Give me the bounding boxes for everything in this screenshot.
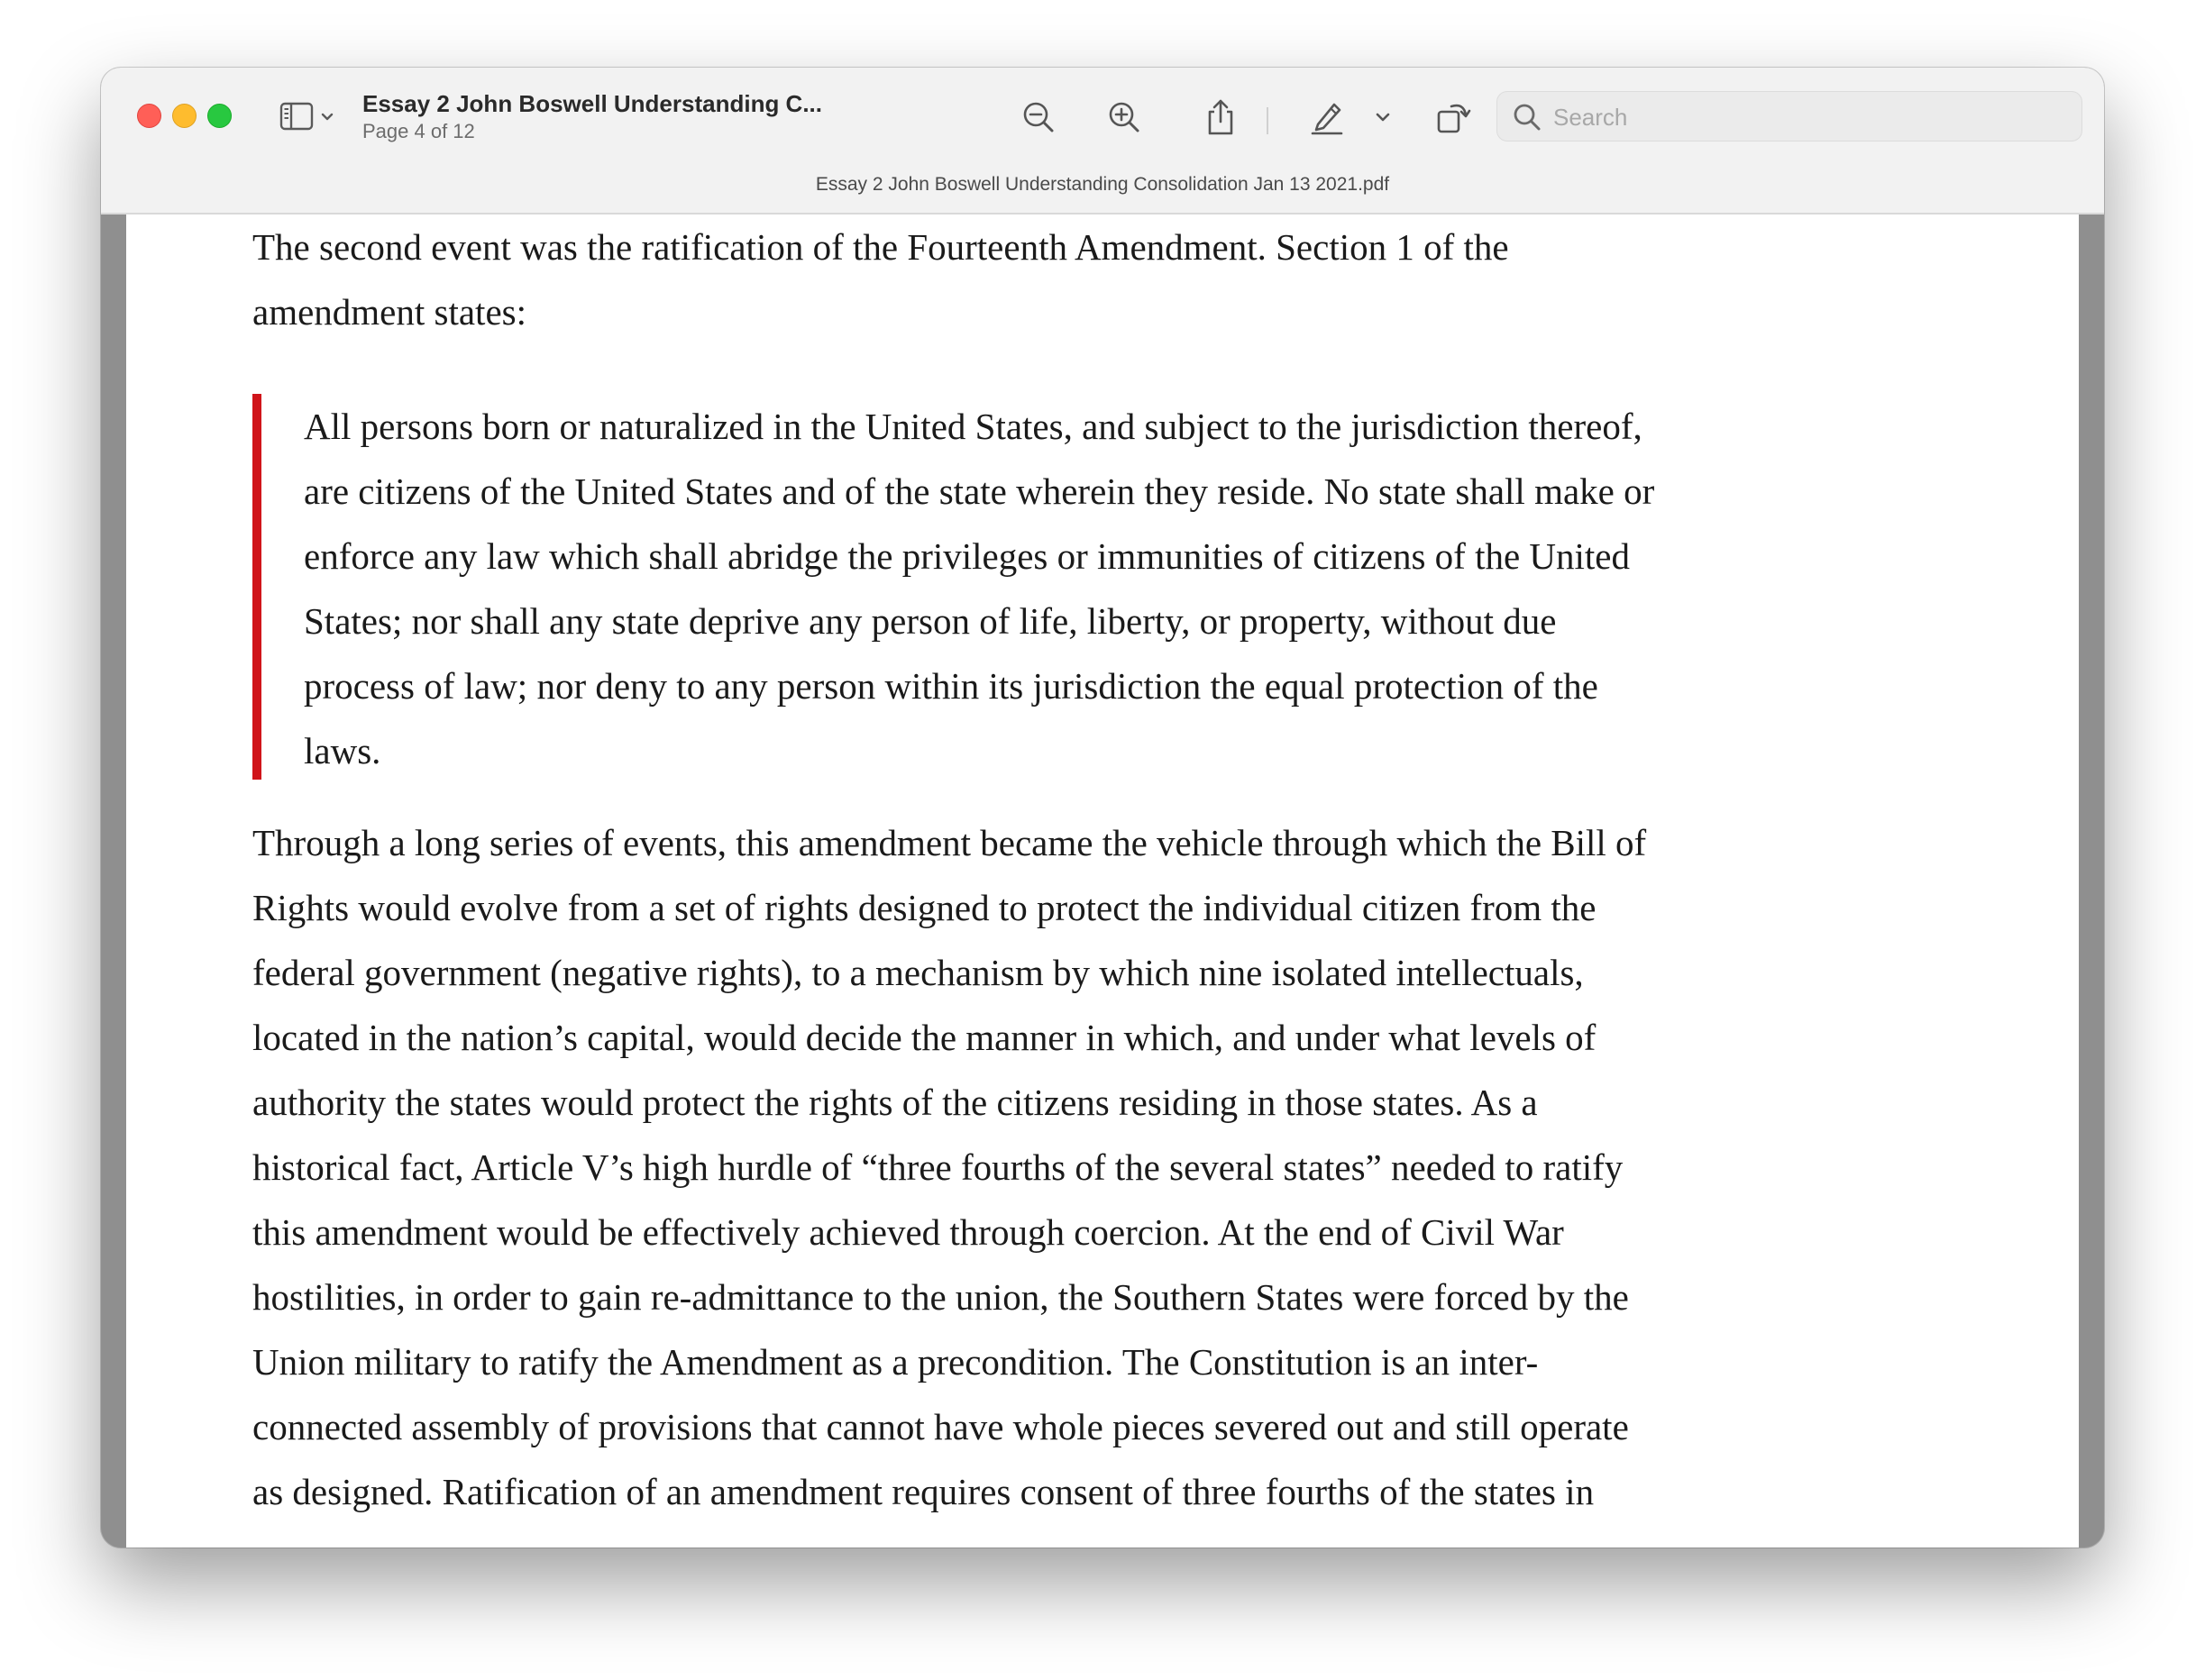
titlebar [101,68,2104,215]
preview-window [101,68,2104,1548]
blockquote-bar [252,394,261,780]
search-field[interactable] [1496,91,2082,142]
share-button[interactable] [1198,95,1243,140]
paragraph-body: Through a long series of events, this amendment became the vehicle through which the Bill of Rights would evolve from a set of rights designed to protect the individual citizen from the federal government (negative rights), to a mechanism by which nine isolated intellectuals, located in the nation’s capital, would decide the manner in which, and under what levels of authority the states would protect the rights of the citizens residing in those states. As a historical fact, Article V’s high hurdle of “three fourths of the several states” needed to ratify this amendment would be effectively achieved through coercion. At the end of Civil War hostilities, in order to gain re-admittance to the union, the Southern States were forced by the Union military to ratify the Amendment as a precondition. The Constitution is an inter- connected assembly of provisions that cannot have whole pieces severed out and still operate as designed. Ratification of an amendment requires consent of three fourths of the states in [252,822,1647,1512]
highlight-menu-button[interactable] [1280,95,1320,140]
page-indicator: Page 4 of 12 [362,120,475,142]
document-title[interactable]: Essay 2 John Boswell Understanding C... [362,90,823,117]
toolbar-separator [1267,107,1268,134]
sidebar-toggle-button[interactable] [278,100,346,134]
sidebar-icon [278,100,346,134]
rotate-button[interactable] [1431,95,1476,140]
paragraph-intro: The second event was the ratification of the Fourteenth Amendment. Section 1 of the amendment states: [252,226,1509,333]
search-input[interactable] [1551,99,2060,135]
zoom-out-button[interactable] [1016,95,1061,140]
document-filename: Essay 2 John Boswell Understanding Consolidation Jan 13 2021.pdf [815,174,1390,195]
close-button[interactable] [137,104,161,128]
search-icon [1512,102,1542,132]
chevron-down-icon [1372,106,1394,128]
share-icon [1203,97,1239,137]
zoom-out-icon [1020,99,1057,135]
zoom-in-button[interactable] [1102,95,1147,140]
rotate-icon [1433,97,1473,137]
zoom-button[interactable] [207,104,232,128]
pdf-page[interactable] [126,215,2079,1548]
minimize-button[interactable] [172,104,197,128]
zoom-in-icon [1106,99,1142,135]
blockquote-text: All persons born or naturalized in the United States, and subject to the jurisdiction thereof, are citizens of the United States and of the state wherein they reside. No state shall make or enforce any law which shall abridge the privileges or immunities of citizens of the United States; nor shall any state deprive any person of life, liberty, or property, without due process of law; nor deny to any person within its jurisdiction the equal protection of the laws. [304,406,1655,772]
highlight-options-button[interactable] [1367,95,1399,140]
